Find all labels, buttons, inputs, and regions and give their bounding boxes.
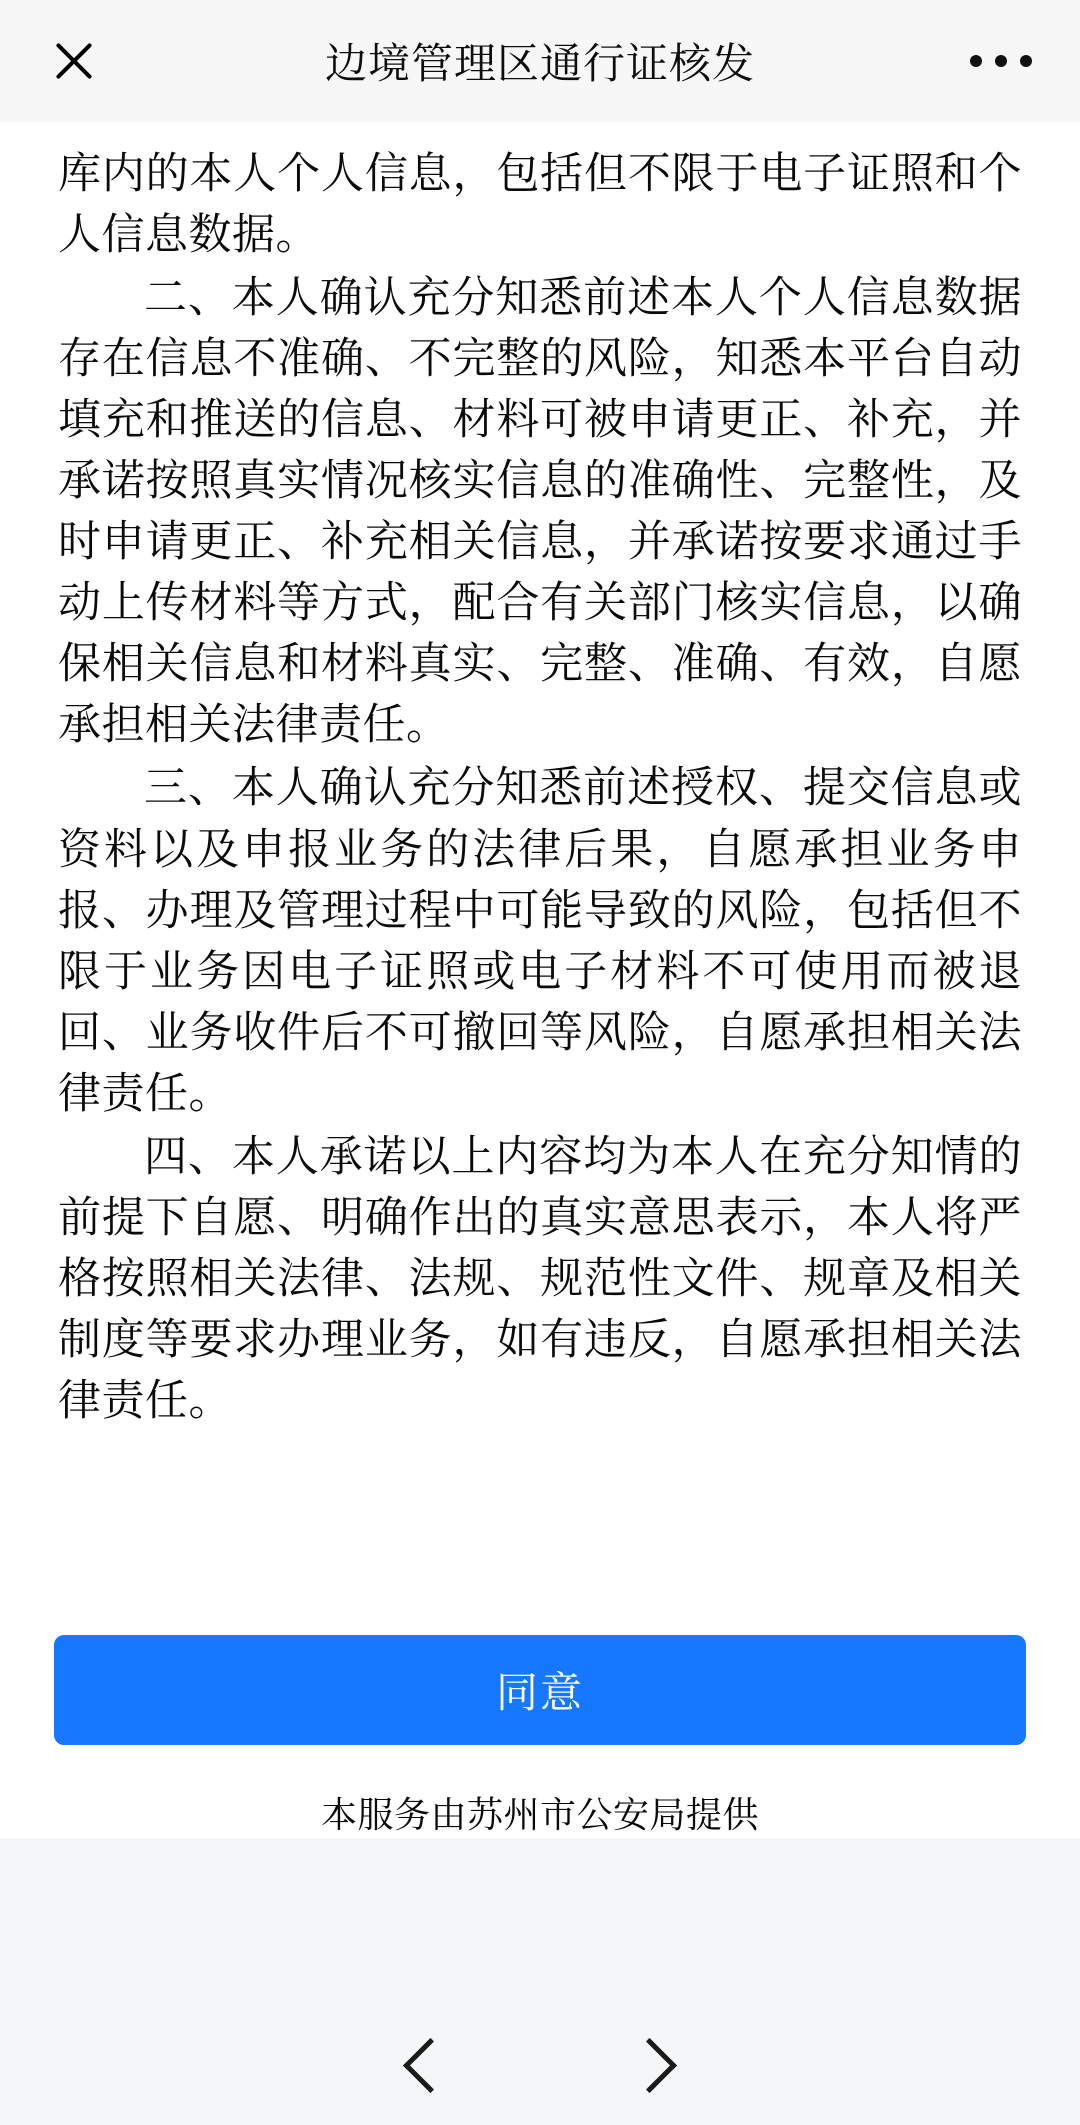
agreement-paragraph: 库内的本人个人信息，包括但不限于电子证照和个人信息数据。	[58, 150, 1022, 260]
agree-button[interactable]: 同意	[54, 1635, 1026, 1745]
agreement-paragraph: 四、本人承诺以上内容均为本人在充分知情的前提下自愿、明确作出的真实意思表示，本人将严格按照相关法律、法规、规范性文件、规章及相关制度等要求办理业务，如有违反，自愿承担相关法律责任。	[58, 1132, 1022, 1425]
bottom-spacer	[0, 1838, 1080, 2005]
chevron-right-icon[interactable]	[622, 2037, 677, 2092]
chevron-left-icon[interactable]	[403, 2037, 458, 2092]
more-options-icon[interactable]	[970, 51, 1032, 71]
agreement-paragraph: 三、本人确认充分知悉前述授权、提交信息或资料以及申报业务的法律后果，自愿承担业务申报、办理及管理过程中可能导致的风险，包括但不限于业务因电子证照或电子材料不可使用而被退回、业务收件后不可撤回等风险，自愿承担相关法律责任。	[58, 764, 1022, 1118]
footer-area	[0, 1601, 1080, 1838]
agreement-text-body	[0, 122, 1080, 1601]
agreement-paragraph: 二、本人确认充分知悉前述本人个人信息数据存在信息不准确、不完整的风险，知悉本平台自动填充和推送的信息、材料可被申请更正、补充，并承诺按照真实情况核实信息的准确性、完整性，及时申请更正、补充相关信息，并承诺按要求通过手动上传材料等方式，配合有关部门核实信息，以确保相关信息和材料真实、完整、准确、有效，自愿承担相关法律责任。	[58, 274, 1022, 750]
close-icon[interactable]	[48, 35, 100, 87]
browser-navigation-bar	[0, 2005, 1080, 2125]
service-provider-note: 本服务由苏州市公安局提供	[320, 1794, 759, 1835]
title-bar	[0, 0, 1080, 122]
page-title: 边境管理区通行证核发	[324, 40, 755, 87]
